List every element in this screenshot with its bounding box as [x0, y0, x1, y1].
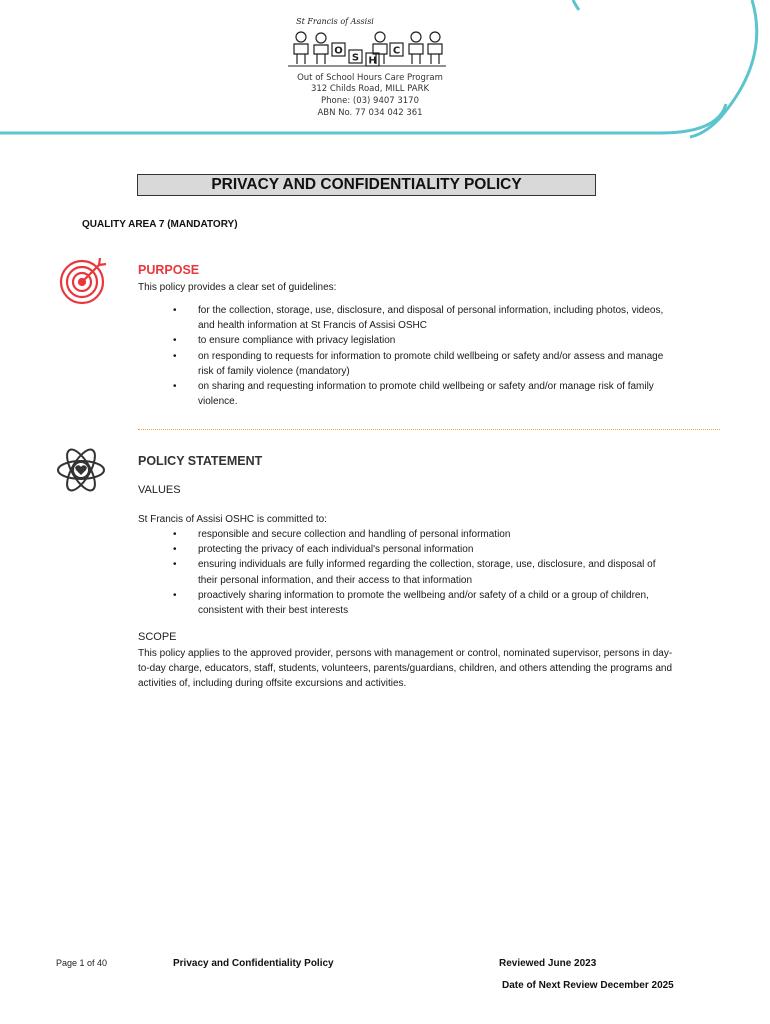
footer-reviewed: Reviewed June 2023: [499, 958, 597, 969]
policy-statement-heading: POLICY STATEMENT: [138, 454, 263, 468]
footer-policy-name: Privacy and Confidentiality Policy: [173, 958, 334, 969]
phone-number: Phone: (03) 9407 3170: [320, 96, 419, 106]
page-number: Page 1 of 40: [56, 958, 108, 968]
heart-atom-icon: [55, 444, 107, 496]
values-heading: VALUES: [138, 484, 181, 496]
target-icon: [57, 256, 109, 306]
purpose-list: [138, 303, 678, 409]
logo-letter: C: [392, 45, 401, 57]
list-item: • to ensure compliance with privacy legislation: [138, 333, 678, 348]
list-item: • on sharing and requesting information to promote child wellbeing or safety and/or manage risk of family violence.: [138, 379, 678, 409]
logo-letter: H: [368, 55, 377, 67]
page-title: PRIVACY AND CONFIDENTIALITY POLICY: [137, 174, 596, 196]
purpose-intro: This policy provides a clear set of guidelines:: [138, 282, 337, 293]
section-divider: [138, 429, 720, 430]
scope-heading: SCOPE: [138, 631, 177, 643]
list-item: • ensuring individuals are fully informed regarding the collection, storage, use, disclosure, and disposal of their personal information, and their access to that information: [138, 557, 663, 587]
logo-letter: O: [334, 45, 343, 57]
address-line-1: Out of School Hours Care Program: [297, 73, 443, 83]
list-item: • for the collection, storage, use, disclosure, and disposal of personal information, including photos, videos, and health information at St Francis of Assisi OSHC: [138, 303, 678, 333]
logo-letter: S: [351, 52, 360, 64]
purpose-heading: PURPOSE: [138, 263, 200, 277]
address-line-2: 312 Childs Road, MILL PARK: [310, 84, 430, 94]
footer-next-review: Date of Next Review December 2025: [502, 980, 674, 991]
quality-area-label: QUALITY AREA 7 (MANDATORY): [82, 219, 238, 230]
values-intro: St Francis of Assisi OSHC is committed to:: [138, 514, 327, 525]
list-item: • responsible and secure collection and handling of personal information: [138, 527, 663, 542]
list-item: • proactively sharing information to promote the wellbeing and/or safety of a child or a group of children, consistent with their best interests: [138, 588, 663, 618]
values-list: [138, 527, 663, 618]
list-item: • on responding to requests for information to promote child wellbeing or safety and/or assess and manage risk of family violence (mandatory): [138, 349, 678, 379]
abn-number: ABN No. 77 034 042 361: [317, 108, 423, 118]
list-item: • protecting the privacy of each individual's personal information: [138, 542, 663, 557]
logo-script-title: St Francis of Assisi: [296, 17, 374, 26]
scope-text: This policy applies to the approved provider, persons with management or control, nominated supervisor, persons in day-to-day charge, educators, staff, students, volunteers, parents/guardians, children, and others attending the programs and activities of, including during offsite excursions and activities.: [138, 648, 673, 690]
logo-children-icon: [288, 28, 446, 68]
